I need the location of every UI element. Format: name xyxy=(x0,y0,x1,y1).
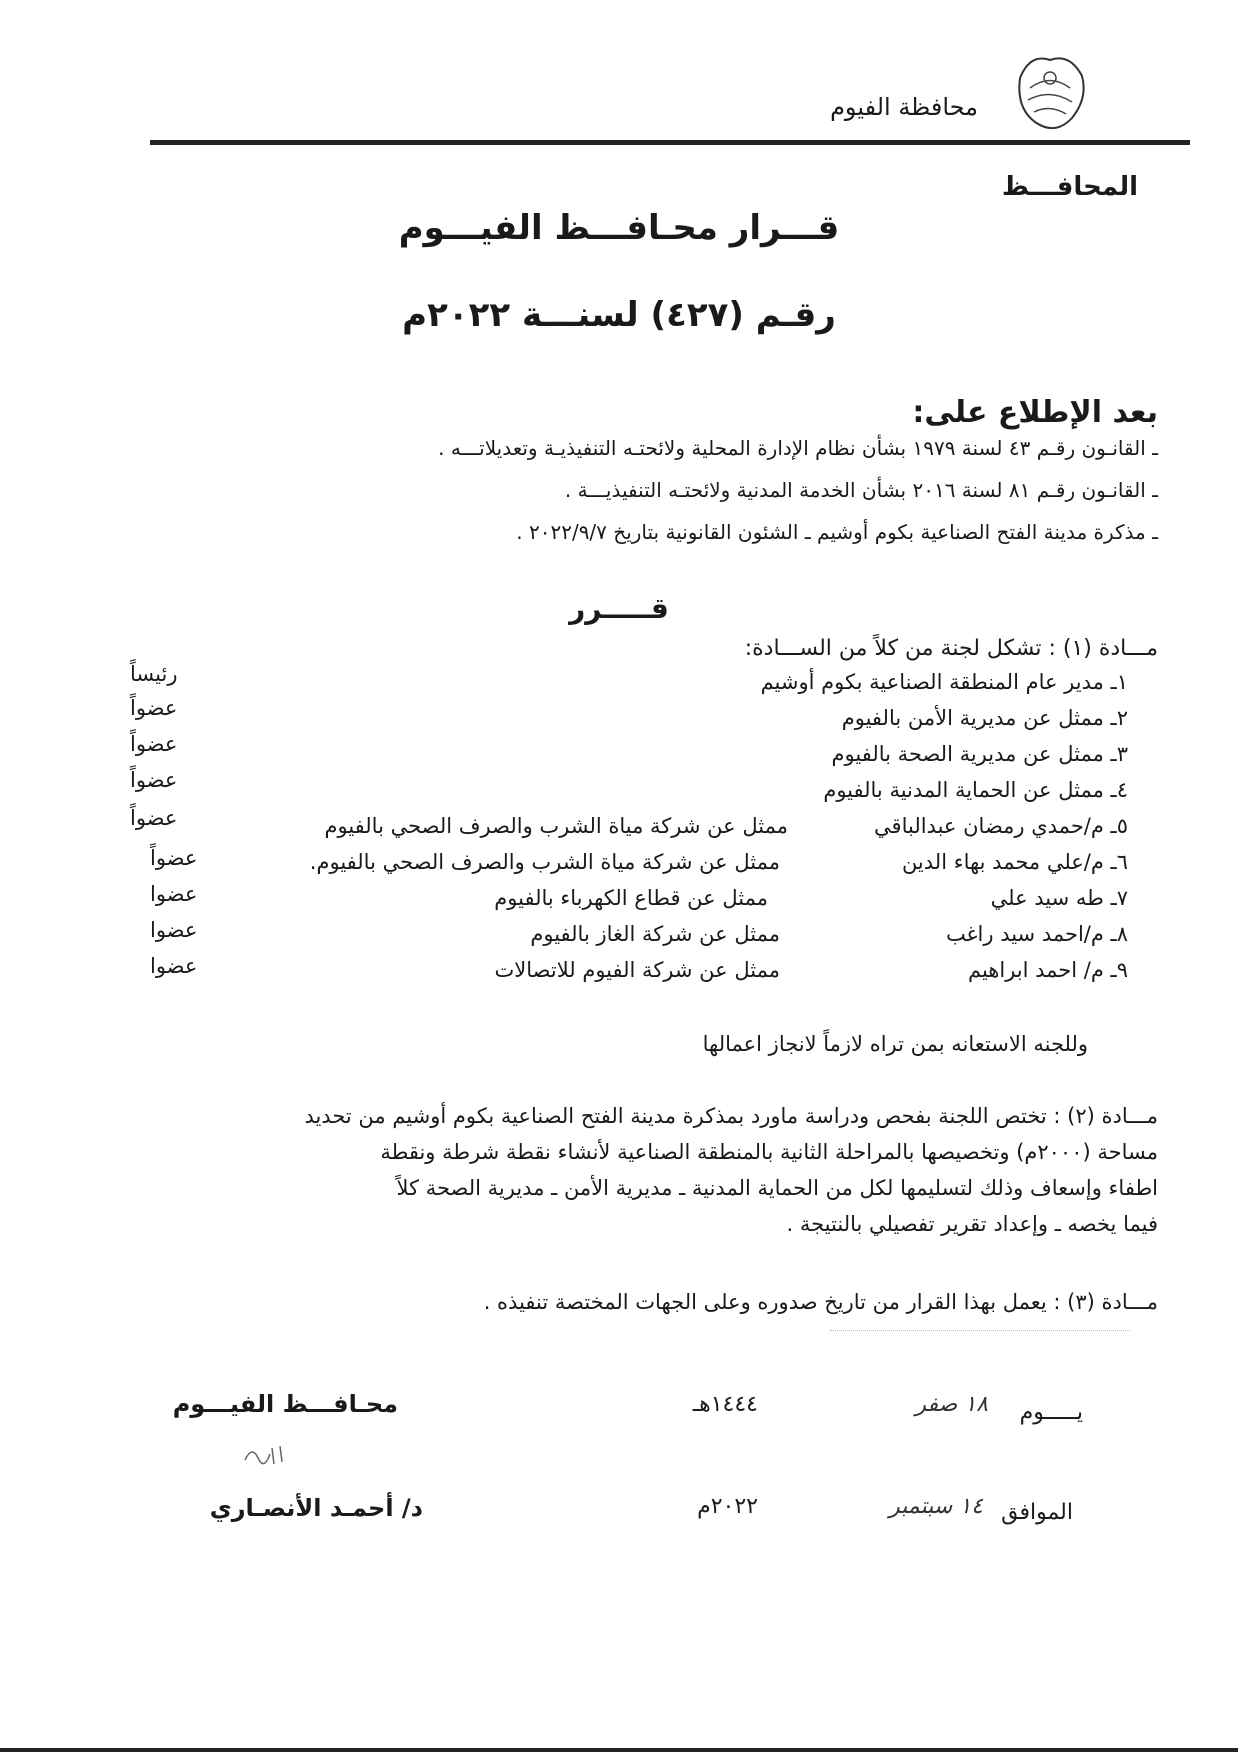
header-divider xyxy=(150,140,1190,145)
signer-title: محـافـــظ الفيـــوم xyxy=(172,1390,398,1418)
member-role: عضواً xyxy=(130,806,178,830)
faint-stamp-line xyxy=(830,1330,1130,1337)
member-representation: ممثل عن شركة الفيوم للاتصالات xyxy=(494,958,780,982)
governorate-seal-logo xyxy=(1010,48,1090,138)
member-role: رئيساً xyxy=(130,662,178,686)
article-2-line: مساحة (٢٠٠٠م) وتخصيصها بالمراحلة الثانية بالمنطقة الصناعية لأنشاء نقطة شرطة ونقطة xyxy=(380,1140,1158,1164)
decree-number: رقـم (٤٢٧) لسنـــة ٢٠٢٢م xyxy=(402,295,836,335)
member-role: عضواً xyxy=(130,768,178,792)
member-name: ٦ـ م/علي محمد بهاء الدين xyxy=(901,850,1128,874)
recital-item: ـ القانـون رقـم ٤٣ لسنة ١٩٧٩ بشأن نظام الإدارة المحلية ولائحتـه التنفيذيـة وتعديلاتـــه . xyxy=(438,436,1158,460)
member-name: ٢ـ ممثل عن مديرية الأمن بالفيوم xyxy=(841,706,1128,730)
office-title: المحافـــظ xyxy=(1001,172,1138,202)
decree-title: قـــرار محـافـــظ الفيـــوم xyxy=(398,208,840,248)
member-role: عضواً xyxy=(130,696,178,720)
recital-item: ـ مذكرة مدينة الفتح الصناعية بكوم أوشيم ـ الشئون القانونية بتاريخ ٢٠٢٢/٩/٧ . xyxy=(516,520,1158,544)
member-representation: ممثل عن شركة مياة الشرب والصرف الصحي بالفيوم xyxy=(324,814,788,838)
member-representation: ممثل عن شركة الغاز بالفيوم xyxy=(530,922,780,946)
member-name: ٨ـ م/احمد سيد راغب xyxy=(945,922,1128,946)
recitals-heading: بعد الإطلاع على: xyxy=(912,395,1158,430)
article-2-line: مـــادة (٢) : تختص اللجنة بفحص ودراسة ماورد بمذكرة مدينة الفتح الصناعية بكوم أوشيم من تحديد xyxy=(304,1104,1158,1128)
member-name: ٣ـ ممثل عن مديرية الصحة بالفيوم xyxy=(831,742,1128,766)
greg-day-handwritten: ١٤ سبتمبر xyxy=(889,1494,983,1519)
member-name: ٩ـ م/ احمد ابراهيم xyxy=(967,958,1128,982)
member-role: عضواً xyxy=(150,846,198,870)
article-2-line: اطفاء وإسعاف وذلك لتسليمها لكل من الحماية المدنية ـ مديرية الأمن ـ مديرية الصحة كلاً xyxy=(396,1176,1158,1200)
article-1-heading: مـــادة (١) : تشكل لجنة من كلاً من الســـادة: xyxy=(744,636,1158,661)
member-name: ٥ـ م/حمدي رمضان عبدالباقي xyxy=(874,814,1128,838)
signature-scribble xyxy=(240,1440,290,1470)
member-name: ٧ـ طه سيد علي xyxy=(990,886,1128,910)
member-representation: ممثل عن شركة مياة الشرب والصرف الصحي بالفيوم. xyxy=(309,850,780,874)
member-role: عضوا xyxy=(150,954,198,978)
corresponding-label: الموافق xyxy=(1001,1500,1073,1525)
footer-edge-line xyxy=(0,1748,1238,1752)
signer-name: د/ أحمـد الأنصـاري xyxy=(209,1494,423,1522)
article-1-note: وللجنه الاستعانه بمن تراه لازماً لانجاز اعمالها xyxy=(702,1032,1088,1056)
member-role: عضواً xyxy=(130,732,178,756)
gregorian-year: ٢٠٢٢م xyxy=(697,1494,758,1519)
hijri-day-handwritten: ١٨ صفر xyxy=(915,1392,988,1417)
member-representation: ممثل عن قطاع الكهرباء بالفيوم xyxy=(494,886,768,910)
article-3-text: مـــادة (٣) : يعمل بهذا القرار من تاريخ صدوره وعلى الجهات المختصة تنفيذه . xyxy=(483,1290,1158,1314)
recital-item: ـ القانـون رقـم ٨١ لسنة ٢٠١٦ بشأن الخدمة المدنية ولائحتـه التنفيذيـــة . xyxy=(564,478,1158,502)
day-label: يـــــوم xyxy=(1019,1400,1083,1425)
member-name: ٤ـ ممثل عن الحماية المدنية بالفيوم xyxy=(823,778,1128,802)
governorate-name: محافظة الفيوم xyxy=(830,93,978,121)
member-role: عضوا xyxy=(150,918,198,942)
member-name: ١ـ مدير عام المنطقة الصناعية بكوم أوشيم xyxy=(760,670,1128,694)
article-2-line: فيما يخصه ـ وإعداد تقرير تفصيلي بالنتيجة . xyxy=(786,1212,1158,1236)
member-role: عضوا xyxy=(150,882,198,906)
decided-heading: قـــــرر xyxy=(569,592,669,625)
hijri-year: ١٤٤٤هـ xyxy=(692,1392,758,1417)
